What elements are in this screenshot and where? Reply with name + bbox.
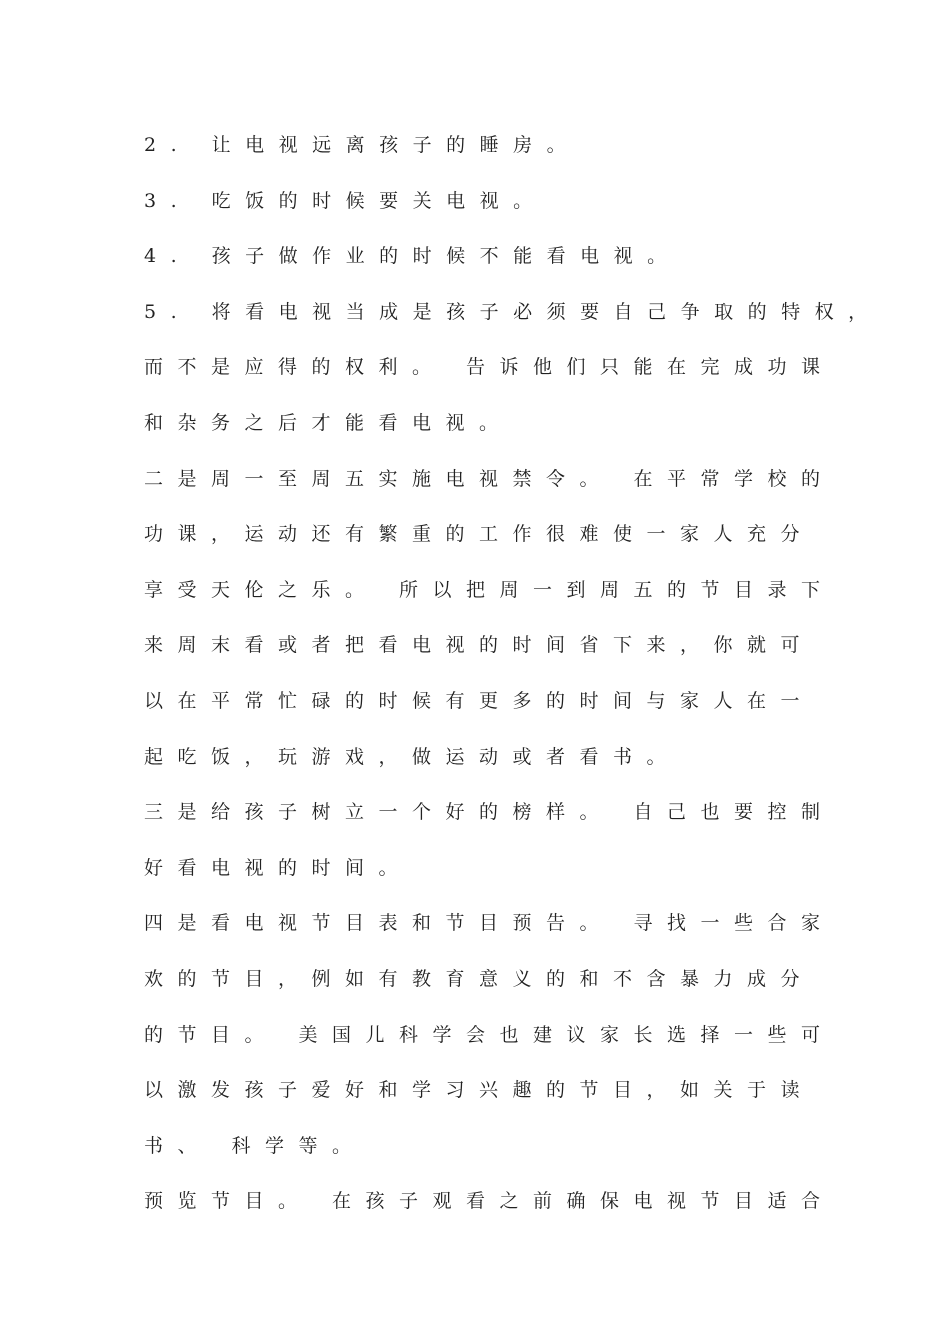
text-line: 功课，运动还有繁重的工作很难使一家人充分 [144,523,815,546]
text-line: 3. 吃饭的时候要关电视。 [144,189,547,212]
text-line: 而不是应得的权利。 告诉他们只能在完成功课 [144,356,835,379]
text-line: 2. 让电视远离孩子的睡房。 [144,134,581,156]
text-line: 二是周一至周五实施电视禁令。 在平常学校的 [144,467,835,490]
text-line: 三是给孩子树立一个好的榜样。 自己也要控制 [144,801,835,824]
text-line: 起吃饭，玩游戏，做运动或者看书。 [144,745,681,768]
text-line: 享受天伦之乐。 所以把周一到周五的节目录下 [144,578,835,601]
text-line: 四是看电视节目表和节目预告。 寻找一些合家 [144,912,835,935]
text-line: 和杂务之后才能看电视。 [144,411,513,434]
text-line: 好看电视的时间。 [144,856,413,879]
text-line: 来周末看或者把看电视的时间省下来，你就可 [144,634,815,657]
text-line: 4. 孩子做作业的时候不能看电视。 [144,245,681,268]
text-line: 以在平常忙碌的时候有更多的时间与家人在一 [144,689,815,712]
text-line: 5. 将看电视当成是孩子必须要自己争取的特权， [144,300,882,323]
text-line: 以激发孩子爱好和学习兴趣的节目，如关于读 [144,1079,815,1102]
text-line: 预览节目。 在孩子观看之前确保电视节目适合 [144,1190,835,1213]
body-text [144,118,882,1230]
text-line: 书、 科学等。 [144,1134,366,1157]
text-line: 欢的节目，例如有教育意义的和不含暴力成分 [144,967,815,990]
text-line: 的节目。 美国儿科学会也建议家长选择一些可 [144,1023,835,1046]
